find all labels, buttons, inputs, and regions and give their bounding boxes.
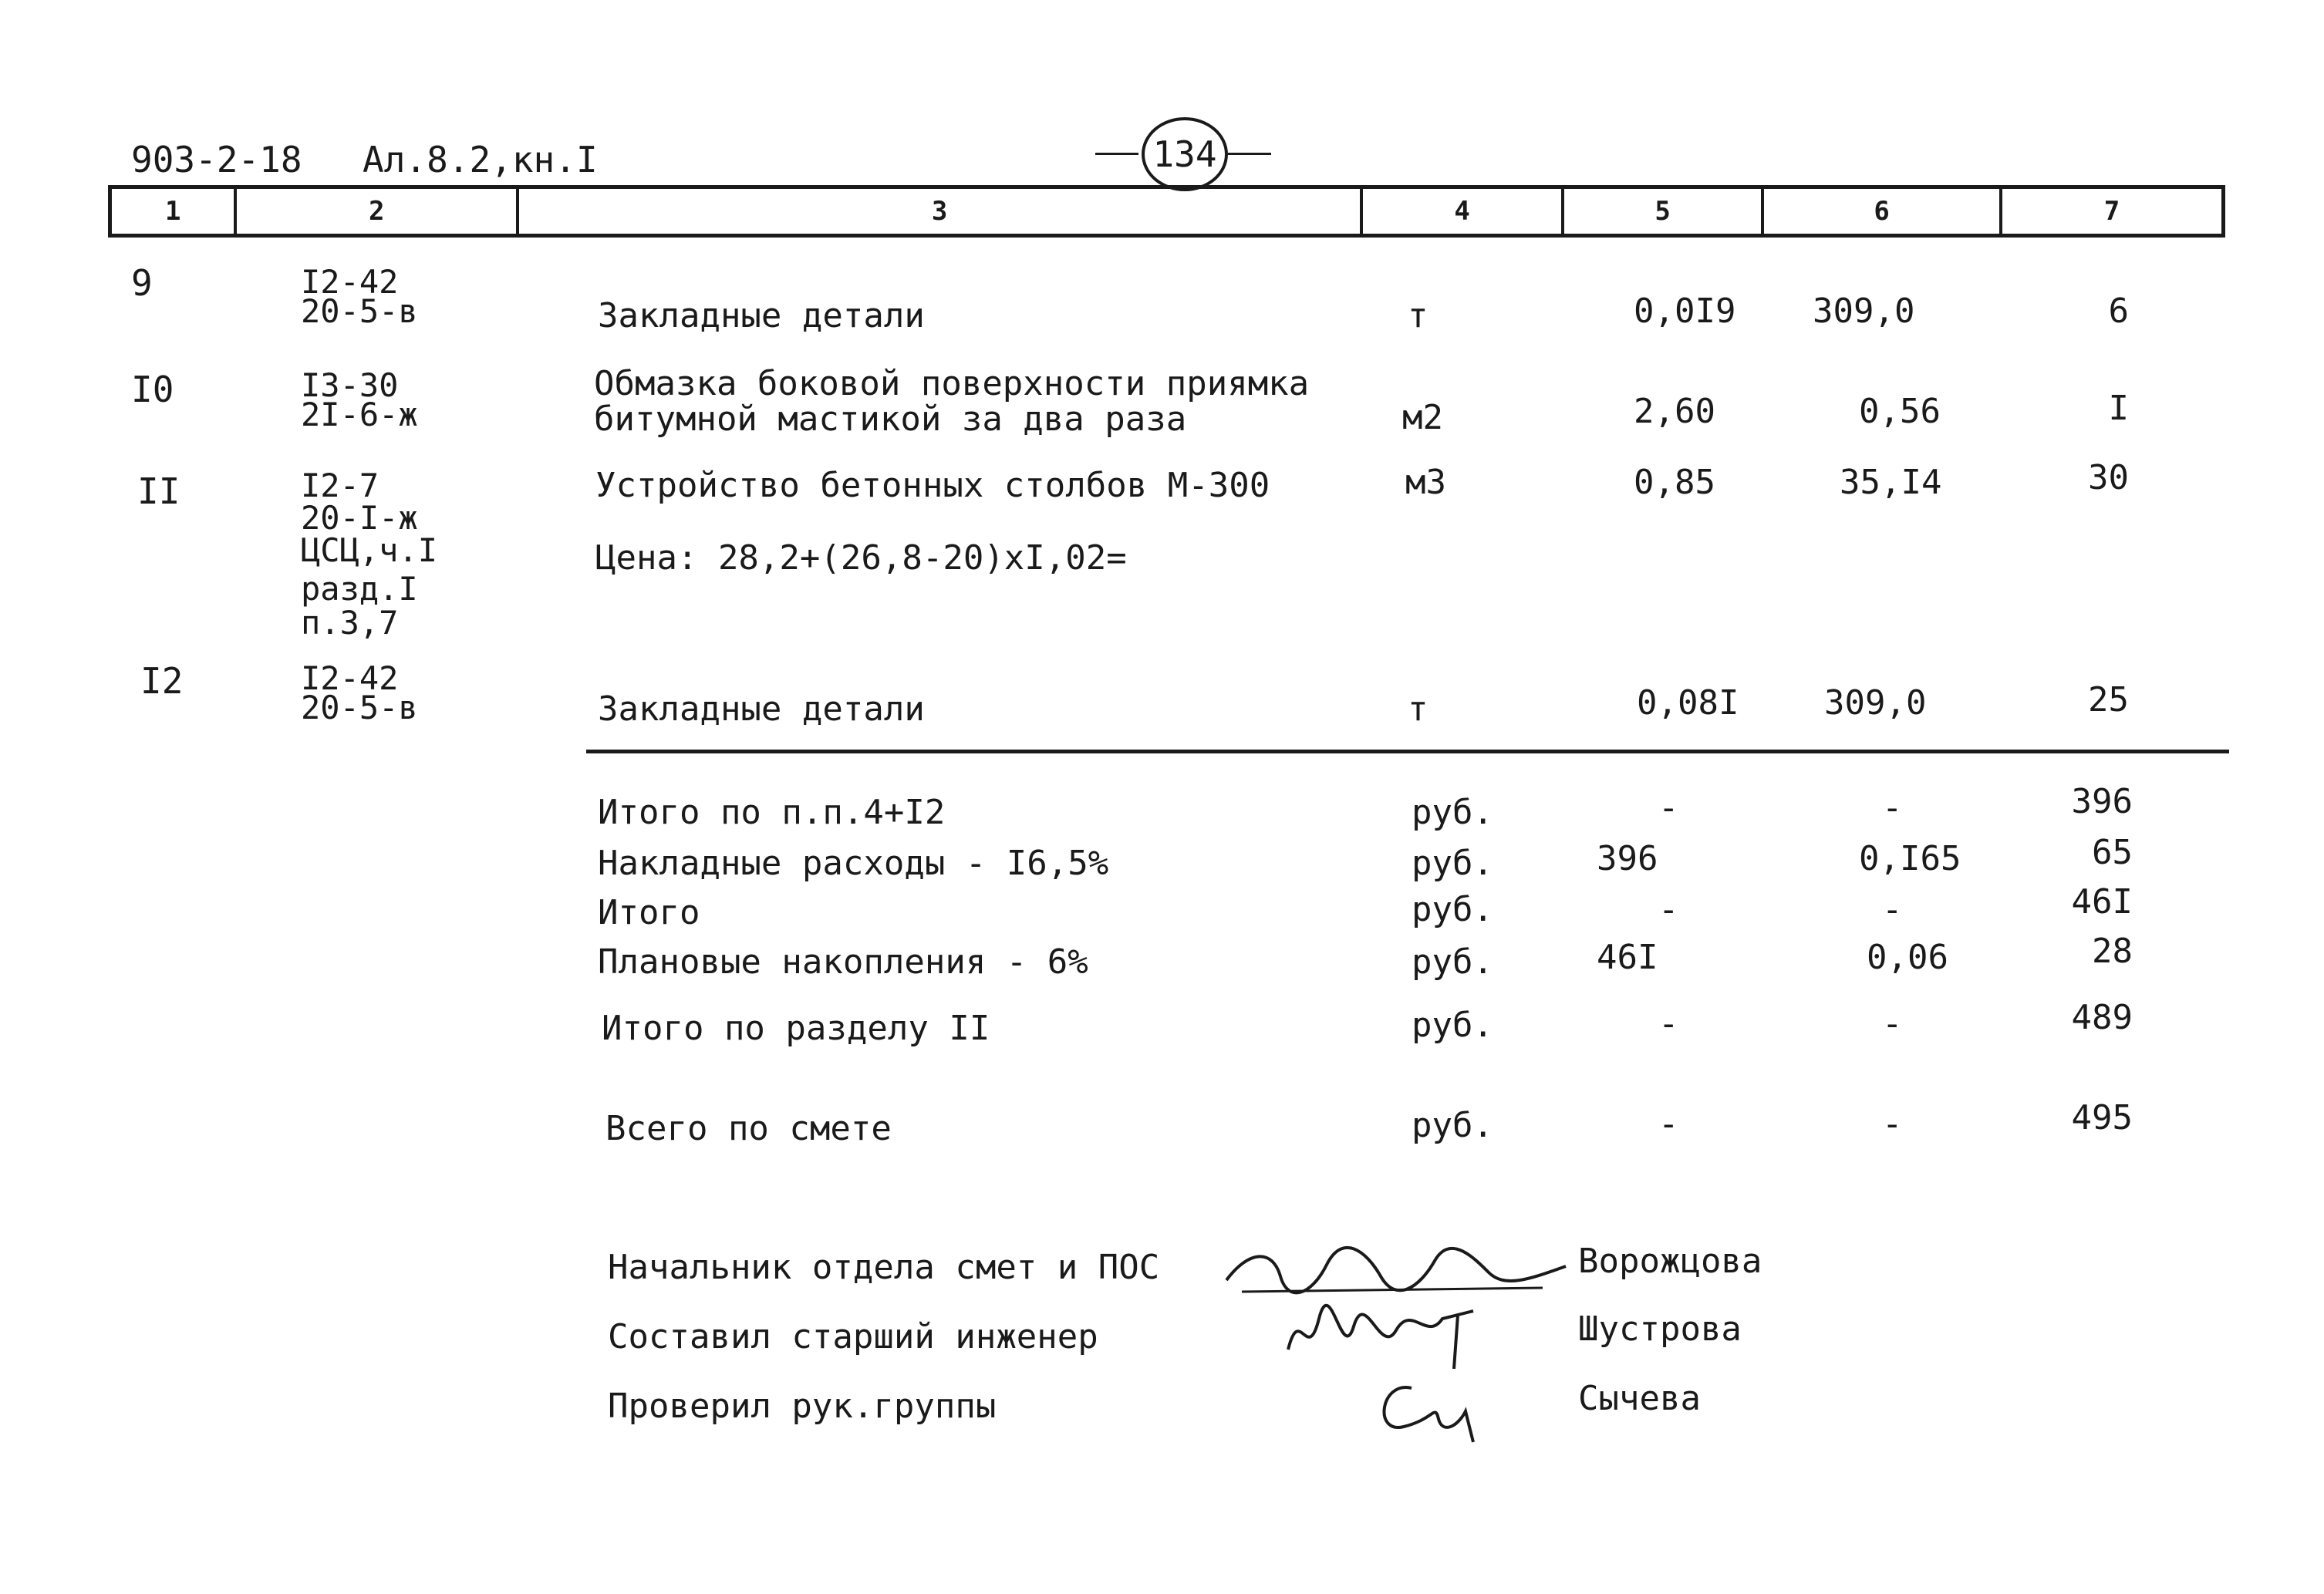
item-description: битумной мастикой за два раза xyxy=(594,399,1187,439)
totals-label: Плановые накопления - 6% xyxy=(598,942,1088,982)
totals-label: Накладные расходы - I6,5% xyxy=(598,844,1109,883)
norm-code: I3-30 xyxy=(301,366,399,404)
page-number-dash-left xyxy=(1095,153,1138,155)
norm-code: I2-7 xyxy=(301,467,379,504)
column-header-row xyxy=(108,185,2225,238)
signature-name: Шустрова xyxy=(1578,1309,1742,1349)
item-description: Закладные детали xyxy=(598,689,925,729)
handwritten-signature xyxy=(1365,1373,1489,1461)
unit: т xyxy=(1408,689,1428,729)
total-cost: 6 xyxy=(2108,292,2129,331)
signature-name: Сычева xyxy=(1578,1379,1701,1418)
item-description: Устройство бетонных столбов М-300 xyxy=(595,466,1270,505)
item-description: Закладные детали xyxy=(598,296,925,335)
unit-price: 309,0 xyxy=(1813,292,1915,331)
totals-base: 46I xyxy=(1597,938,1658,977)
unit: м2 xyxy=(1402,398,1443,437)
totals-base: - xyxy=(1658,1104,1679,1144)
totals-rate: - xyxy=(1882,1104,1903,1144)
norm-code: п.3,7 xyxy=(301,604,399,642)
totals-rate: - xyxy=(1882,890,1903,929)
norm-code: I2-42 xyxy=(301,659,399,697)
totals-unit: руб. xyxy=(1412,793,1493,832)
totals-label: Итого по разделу II xyxy=(602,1009,990,1048)
row-number: 9 xyxy=(131,262,153,304)
signature-name: Ворожцова xyxy=(1578,1242,1762,1281)
quantity: 0,85 xyxy=(1634,463,1715,502)
totals-amount: 396 xyxy=(2071,782,2133,821)
column-header-7: 7 xyxy=(2103,196,2120,227)
totals-label: Итого по п.п.4+I2 xyxy=(598,793,946,832)
row-number: I2 xyxy=(140,660,184,702)
totals-label: Итого xyxy=(598,893,700,932)
totals-amount: 46I xyxy=(2071,882,2133,922)
signature-role: Проверил рук.группы xyxy=(608,1387,997,1426)
totals-rate: 0,I65 xyxy=(1859,839,1961,878)
page-number-dash-right xyxy=(1228,153,1271,155)
column-header-3: 3 xyxy=(519,189,1363,234)
totals-unit: руб. xyxy=(1412,1006,1493,1045)
column-header-1: 1 xyxy=(112,189,237,234)
totals-base: - xyxy=(1658,890,1679,929)
norm-code: ЦСЦ,ч.I xyxy=(301,531,438,569)
norm-code: разд.I xyxy=(301,570,418,608)
norm-code: 20-5-в xyxy=(301,689,418,726)
totals-amount: 65 xyxy=(2092,833,2133,872)
document-reference: Ал.8.2,кн.I xyxy=(363,139,598,180)
total-cost: 30 xyxy=(2088,458,2129,497)
page-number-badge: 134 xyxy=(1142,117,1228,191)
unit: т xyxy=(1408,296,1428,335)
totals-unit: руб. xyxy=(1412,1106,1493,1145)
item-description: Обмазка боковой поверхности приямка xyxy=(594,364,1310,403)
norm-code: 20-5-в xyxy=(301,292,418,330)
column-header-6: 6 xyxy=(1764,189,2002,234)
row-number: I0 xyxy=(131,369,174,410)
totals-unit: руб. xyxy=(1412,844,1493,883)
quantity: 0,08I xyxy=(1637,683,1739,723)
grand-total-amount: 495 xyxy=(2071,1098,2133,1137)
column-header-4: 4 xyxy=(1363,189,1564,234)
totals-rate: 0,06 xyxy=(1867,938,1948,977)
quantity: 0,0I9 xyxy=(1634,292,1736,331)
totals-amount: 489 xyxy=(2071,998,2133,1037)
totals-separator xyxy=(586,750,2229,753)
totals-unit: руб. xyxy=(1412,890,1493,929)
totals-unit: руб. xyxy=(1412,942,1493,982)
grand-total-label: Всего по смете xyxy=(605,1109,892,1148)
totals-amount: 28 xyxy=(2092,932,2133,971)
quantity: 2,60 xyxy=(1634,392,1715,431)
column-header-2: 2 xyxy=(237,189,519,234)
unit-price: 35,I4 xyxy=(1840,463,1942,502)
totals-base: - xyxy=(1658,788,1679,827)
document-code: 903-2-18 xyxy=(131,139,302,180)
unit: м3 xyxy=(1405,463,1446,502)
price-formula-note: Цена: 28,2+(26,8-20)хI,02= xyxy=(595,538,1127,578)
row-number: II xyxy=(137,470,180,512)
unit-price: 309,0 xyxy=(1824,683,1927,723)
signature-role: Начальник отдела смет и ПОС xyxy=(608,1248,1160,1287)
total-cost: I xyxy=(2108,389,2129,428)
total-cost: 25 xyxy=(2088,680,2129,719)
totals-base: - xyxy=(1658,1004,1679,1043)
unit-price: 0,56 xyxy=(1859,392,1941,431)
column-header-5: 5 xyxy=(1564,189,1764,234)
norm-code: 2I-6-ж xyxy=(301,396,418,433)
norm-code: I2-42 xyxy=(301,263,399,301)
totals-rate: - xyxy=(1882,1004,1903,1043)
totals-rate: - xyxy=(1882,788,1903,827)
signature-role: Составил старший инженер xyxy=(608,1317,1098,1356)
totals-base: 396 xyxy=(1597,839,1658,878)
norm-code: 20-I-ж xyxy=(301,499,418,537)
